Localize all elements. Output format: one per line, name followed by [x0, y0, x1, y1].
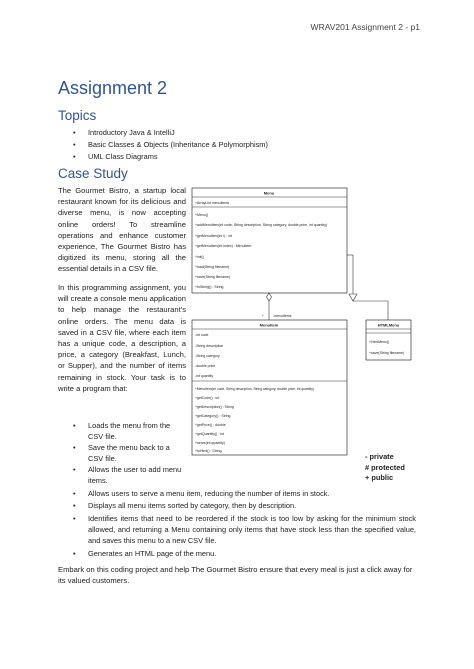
page-title: Assignment 2 [58, 78, 168, 98]
case-study-heading: Case Study [58, 166, 128, 181]
legend-protected: # protected [365, 462, 405, 472]
htmlmenu-method: +HtmlMenu() [369, 340, 390, 344]
uml-class-menu [192, 188, 347, 293]
menuitem-method: +toHtml() : String [195, 449, 222, 453]
menuitem-attr: -int quantity [195, 374, 214, 378]
case-study-intro: The Gourmet Bistro, a startup local restaurant known for its delicious and diverse menu, is now accepting online orders! To streamline operations and enhance customer experience, The Gourmet Bistro has digitized its menu, storing all the essential details in a CSV file. [58, 186, 186, 274]
visibility-legend [365, 452, 405, 484]
task-item: • Save the menu back to a CSV file. [73, 443, 170, 464]
menuitem-attr: -int code [195, 333, 209, 337]
task-item: • Loads the menu from the CSV file. [73, 421, 171, 442]
menu-class-name: Menu [263, 190, 275, 196]
menu-method: +getMenuItem(int index) : MenuItem [195, 244, 252, 248]
menuitem-method: +serve(int quantity) [195, 441, 225, 445]
menuitem-class-name: MenuItem [259, 322, 279, 328]
page-header: WRAV201 Assignment 2 - p1 [310, 22, 420, 32]
htmlmenu-method: +save(String filename) [369, 351, 405, 355]
legend-public: + public [365, 473, 394, 482]
topics-heading: Topics [58, 108, 97, 123]
assignment-description: In this programming assignment, you will create a console menu application to help manage the restaurant's online orders. The menu data is saved in a CSV file, where each item has a unique code, a description, a price, a category (Breakfast, Lunch, or Supper), and the number of items remaining in stock. Your task is to write a program that: [58, 283, 186, 393]
menu-method: +save(String filename) [195, 275, 231, 279]
task-item: • Identifies items that need to be reordered if the stock is too low by asking for the minimum stock allowed, and returning a Menu containing only items that have stock less than the specified value, and saves this menu to a new CSV file. [73, 514, 416, 546]
menu-method: +getMenuItem(int i) : int [195, 234, 232, 238]
uml-class-htmlmenu [366, 320, 411, 360]
topic-item: • UML Class Diagrams [73, 152, 158, 161]
multiplicity-label: * [262, 313, 264, 318]
task-item: • Allows users to serve a menu item, reducing the number of items in stock. [73, 489, 330, 498]
menuitem-method: +getQuantity() : int [195, 432, 224, 436]
uml-class-menuitem [192, 320, 347, 455]
menu-method: +addMenuItem(int code, String description, String category, double price, int quantity) [195, 223, 328, 227]
menuitem-attr: -String category [195, 354, 220, 358]
aggregation-diamond [267, 293, 272, 301]
menu-method: +load(String filename) [195, 265, 230, 269]
topic-item: • Introductory Java & IntelliJ [73, 128, 175, 137]
menu-method: +toString() : String [195, 285, 224, 289]
task-item: • Generates an HTML page of the menu. [73, 549, 217, 558]
menuitem-method: +getCategory() : String [195, 414, 231, 418]
menu-method: +init() [195, 255, 204, 259]
association-label: -menuItems [273, 314, 292, 318]
menuitem-method: +getPrice() : double [195, 423, 226, 427]
topic-item: • Basic Classes & Objects (Inheritance & Polymorphism) [73, 140, 268, 149]
menuitem-attr: -String description [195, 344, 224, 348]
closing-paragraph: Embark on this coding project and help The Gourmet Bistro ensure that every meal is just a click away for its valued customers. [58, 565, 413, 586]
menuitem-method: +getDescription() : String [195, 405, 234, 409]
legend-private: - private [365, 452, 394, 461]
menu-method: +Menu() [195, 213, 209, 217]
menuitem-attr: -double price [195, 364, 216, 368]
inheritance-arrowhead [349, 294, 357, 301]
task-item: • Displays all menu items sorted by category, then by description. [73, 501, 297, 510]
menuitem-method: +getCode() : int [195, 396, 220, 400]
htmlmenu-class-name: HTMLMenu [377, 322, 400, 328]
menu-attr: +ArrayList menuItems [195, 201, 230, 205]
task-item: • Allows the user to add menu items. [73, 465, 182, 486]
menuitem-method: +MenuItem(int code, String description, String category, double price, int quantity) [195, 387, 314, 391]
